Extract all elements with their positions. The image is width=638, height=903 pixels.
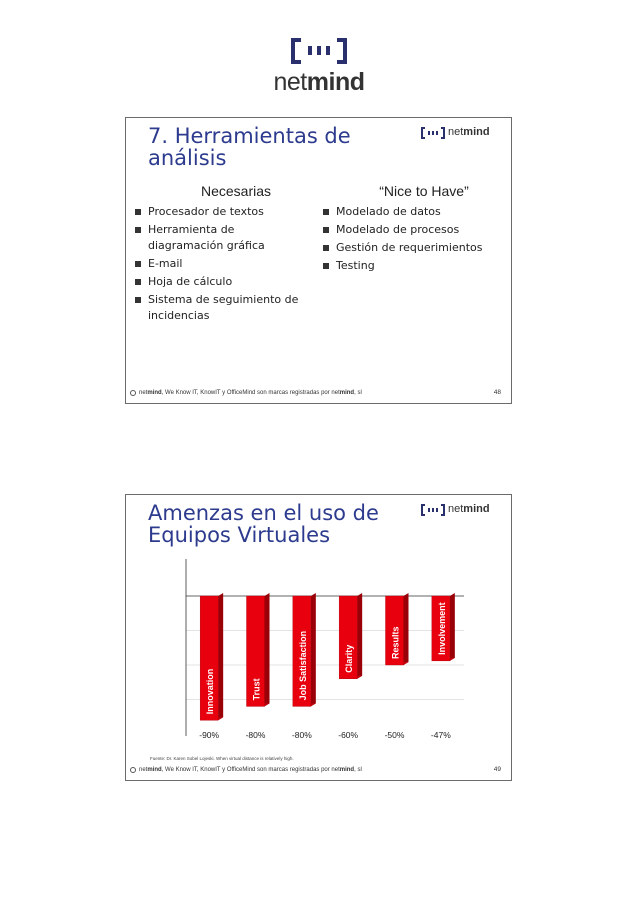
bar-category-label: Clarity xyxy=(344,644,355,673)
page-number: 48 xyxy=(493,389,501,396)
netmind-bracket-icon xyxy=(421,127,445,139)
chart-source: Fuente: Dr. Karen Sobel Lojeski. When virtual distance is relatively high. xyxy=(150,756,294,761)
list-item: Modelado de datos xyxy=(322,204,507,220)
slide-footer: net mind , We Know IT, KnowIT y OfficeMind son marcas registradas por net mind , sl xyxy=(130,390,362,396)
list-item: Hoja de cálculo xyxy=(134,274,304,290)
slide-title: Amenzas en el uso de Equipos Virtuales xyxy=(148,501,379,547)
bar-value-label: -60% xyxy=(338,730,359,740)
bar-side xyxy=(265,593,270,706)
column-header-nice-to-have: “Nice to Have” xyxy=(379,183,469,199)
bar-side xyxy=(311,593,316,706)
bar-category-label: Job Satisfaction xyxy=(297,630,308,701)
list-item: Procesador de textos xyxy=(134,204,304,220)
bar-side xyxy=(218,593,223,720)
bar-side xyxy=(404,593,409,665)
bar-side xyxy=(450,593,455,661)
bar-category-label: Involvement xyxy=(436,602,447,655)
bar-value-label: -80% xyxy=(245,730,266,740)
netmind-wordmark: netmind xyxy=(273,68,365,96)
bar-value-label: -50% xyxy=(384,730,405,740)
bar-category-label: Innovation xyxy=(205,668,216,715)
list-item: Modelado de procesos xyxy=(322,222,507,238)
bar-category-label: Results xyxy=(390,626,401,659)
right-bullet-list xyxy=(322,204,507,276)
netmind-bracket-icon xyxy=(291,38,347,64)
bar-side xyxy=(357,593,362,679)
netmind-header-logo xyxy=(0,38,638,98)
registered-icon xyxy=(130,767,136,773)
slide-title: 7. Herramientas de análisis xyxy=(148,124,351,170)
slide-logo: netmind xyxy=(421,504,501,516)
bar-value-label: -80% xyxy=(291,730,312,740)
list-item: E-mail xyxy=(134,256,304,272)
slide-footer: net mind , We Know IT, KnowIT y OfficeMind son marcas registradas por net mind , sl xyxy=(130,767,362,773)
bar-category-label: Trust xyxy=(251,678,262,701)
slide-49 xyxy=(125,494,512,781)
slide-48 xyxy=(125,117,512,404)
list-item: Sistema de seguimiento de incidencias xyxy=(134,292,304,324)
bar-value-label: -90% xyxy=(199,730,220,740)
threats-bar-chart xyxy=(126,495,513,782)
list-item: Gestión de requerimientos xyxy=(322,240,507,256)
registered-icon xyxy=(130,390,136,396)
list-item: Herramienta de diagramación gráfica xyxy=(134,222,304,254)
bar-value-label: -47% xyxy=(430,730,451,740)
slide-logo: netmind xyxy=(421,127,501,139)
page-number: 49 xyxy=(493,766,501,773)
left-bullet-list xyxy=(134,204,304,326)
list-item: Testing xyxy=(322,258,507,274)
column-header-necesarias: Necesarias xyxy=(200,183,272,199)
